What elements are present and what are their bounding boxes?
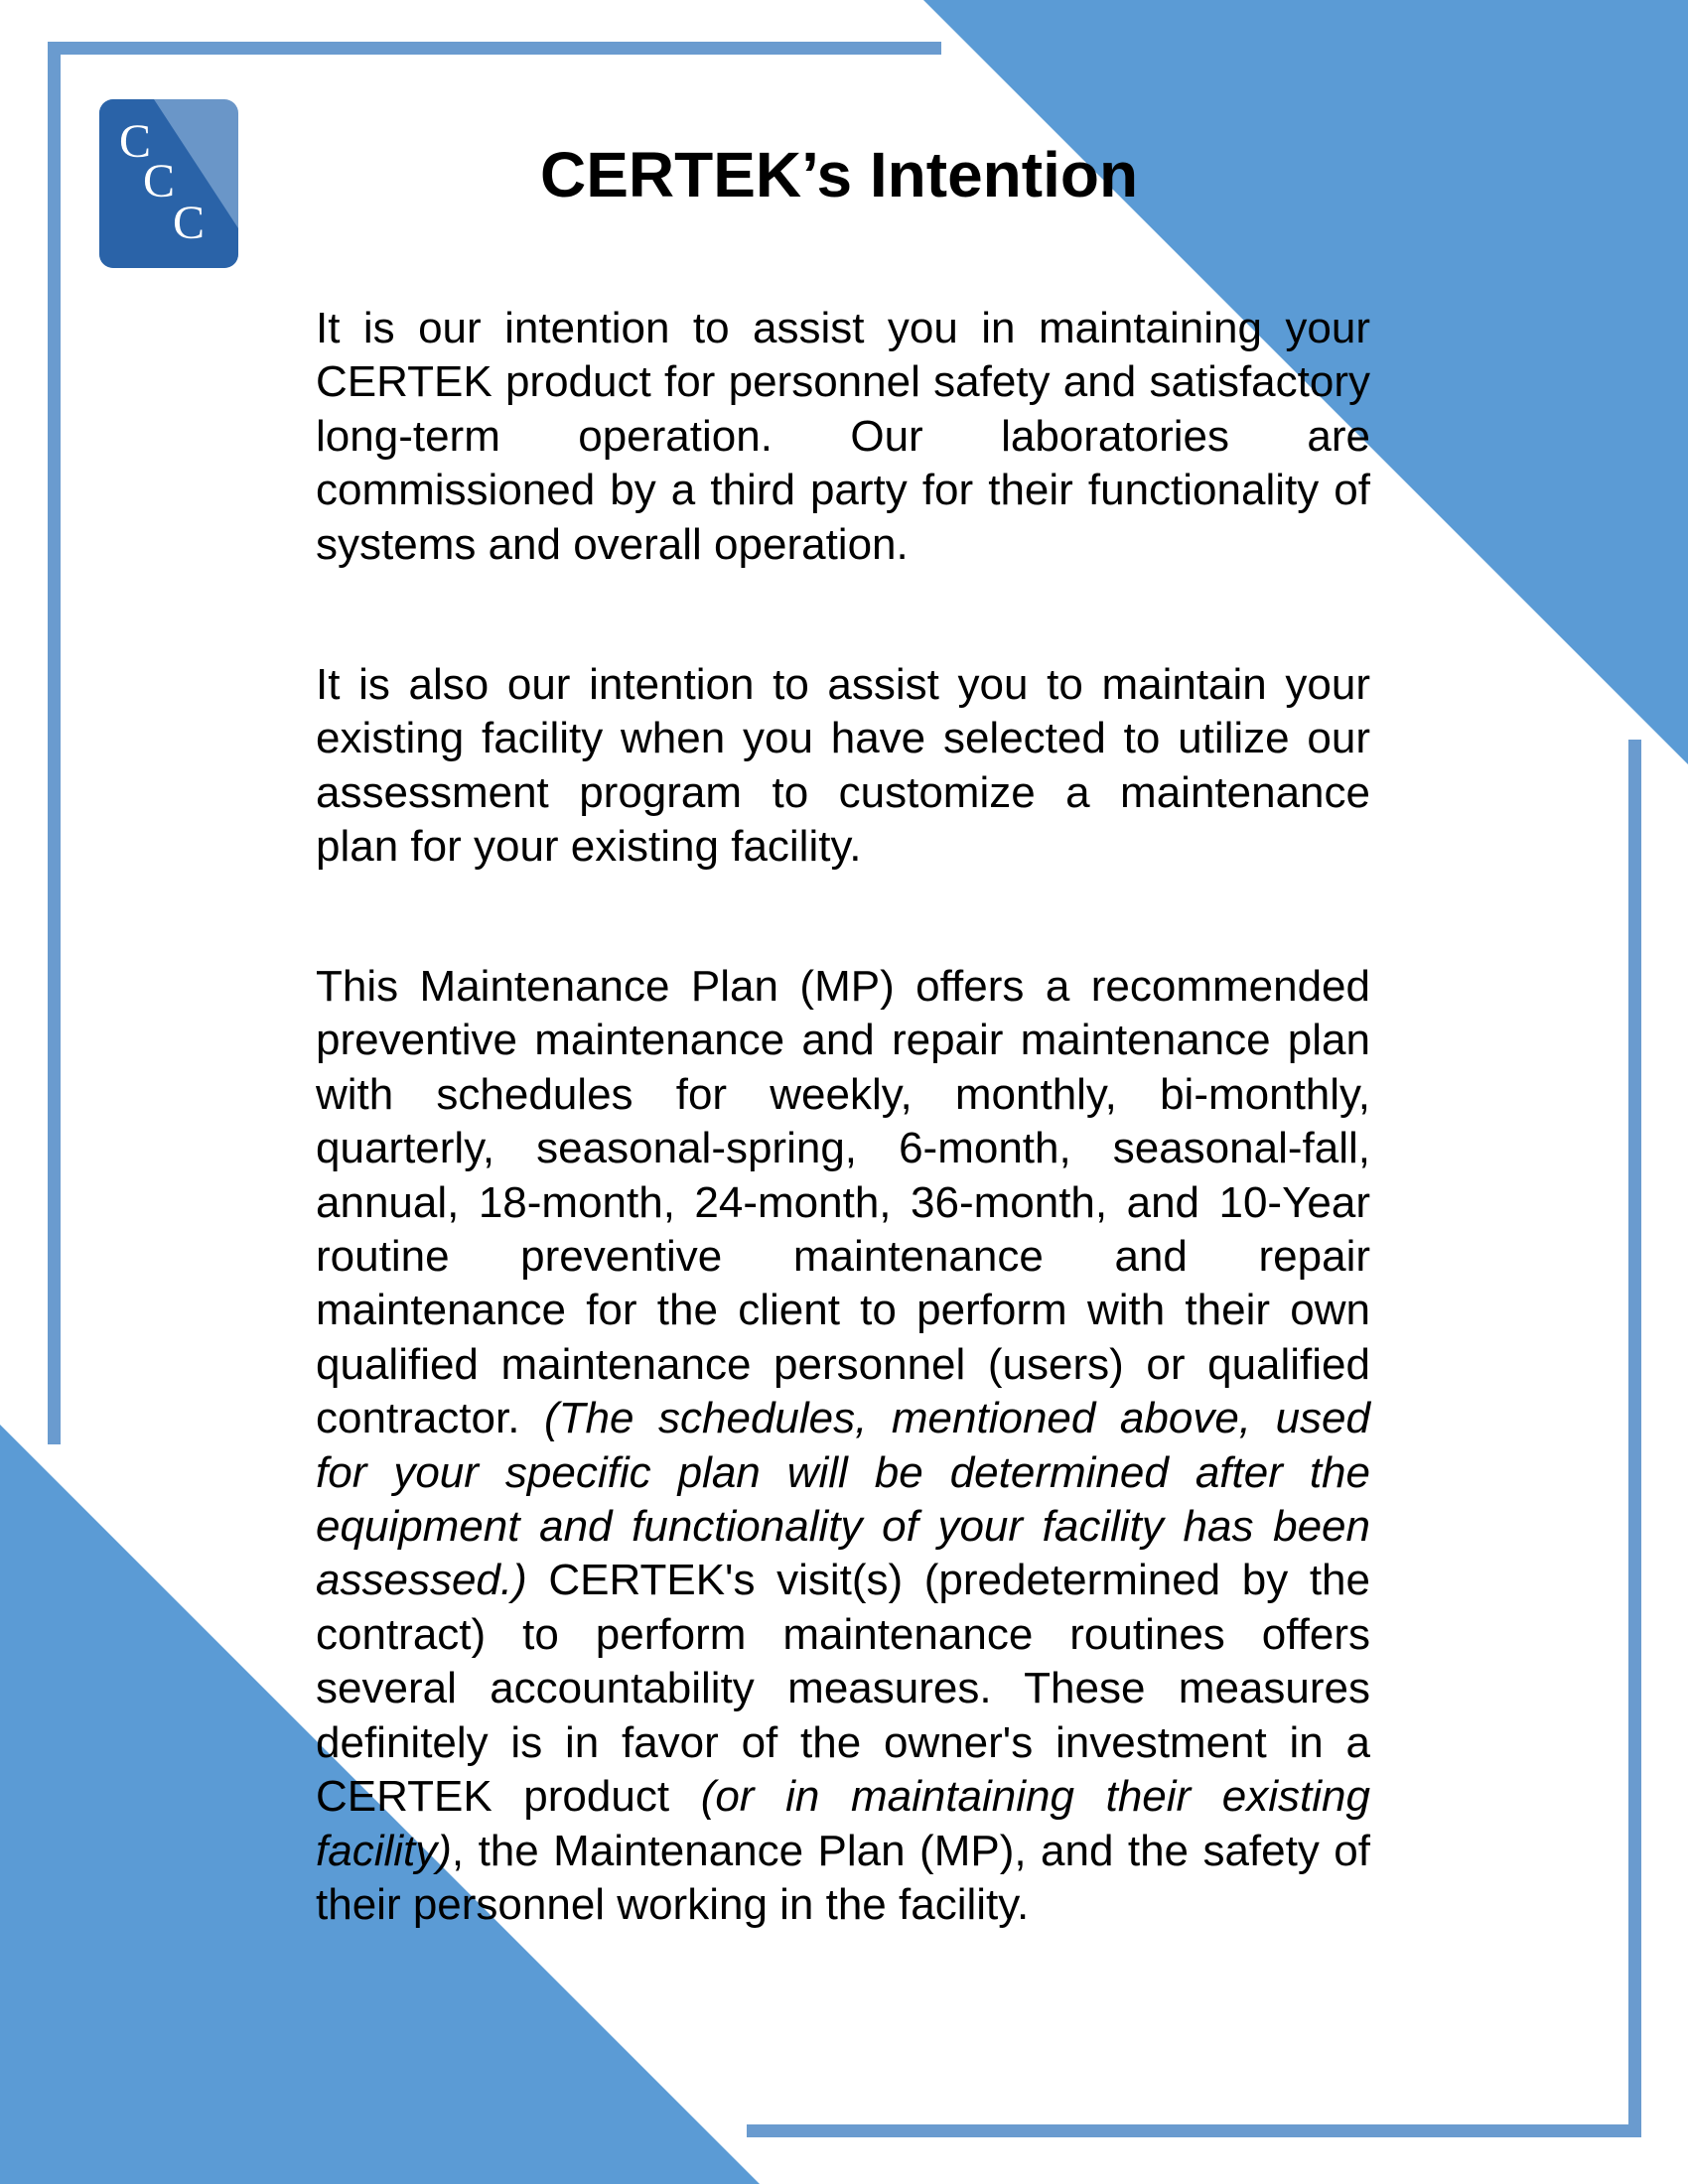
mp-text-part-1: This Maintenance Plan (MP) offers a recommended preventive maintenance and repair maintenance plan with schedules for weekly, monthly, bi-monthly, quarterly, seasonal-spring, 6-month, seasonal-fall, annual, 18-month, 24-month, 36-month, and 10-Year routine preventive maintenance and repair maintenance for the client to perform with their own qualified maintenance personnel (users) or qualified contractor. <box>316 962 1370 1443</box>
logo-letter-1: C <box>119 115 152 168</box>
maintenance-plan-paragraph <box>316 960 1370 1932</box>
frame-right-line <box>1628 740 1641 2137</box>
mp-italic-note-1: (The schedules, mentioned above, used for your specific plan will be determined after the equipment and functionality of your facility has been assessed.) <box>316 1394 1370 1605</box>
logo-letter-3: C <box>173 197 206 249</box>
intention-paragraph-2: It is also our intention to assist you to maintain your existing facility when you have selected to utilize our assessment program to customize a maintenance plan for your existing facility. <box>316 660 1370 872</box>
frame-bottom-line <box>747 2124 1641 2137</box>
mp-text-part-2: CERTEK's visit(s) (predetermined by the contract) to perform maintenance routines offers several accountability measures. These measures definitely is in favor of the owner's investment in a CERTEK product <box>316 1556 1370 1822</box>
mp-text-part-3: , the Maintenance Plan (MP), and the safety of their personnel working in the facility. <box>316 1826 1370 1929</box>
intention-paragraph-1: It is our intention to assist you in maintaining your CERTEK product for personnel safety and satisfactory long-term operation. Our laboratories are commissioned by a third party for their functionality of systems and overall operation. <box>316 304 1370 569</box>
mp-italic-note-2: (or in maintaining their existing facility) <box>316 1772 1370 1875</box>
frame-left-line <box>48 42 61 1444</box>
frame-top-line <box>48 42 941 55</box>
logo-letter-2: C <box>143 155 176 207</box>
page-title: CERTEK’s Intention <box>539 139 1139 210</box>
